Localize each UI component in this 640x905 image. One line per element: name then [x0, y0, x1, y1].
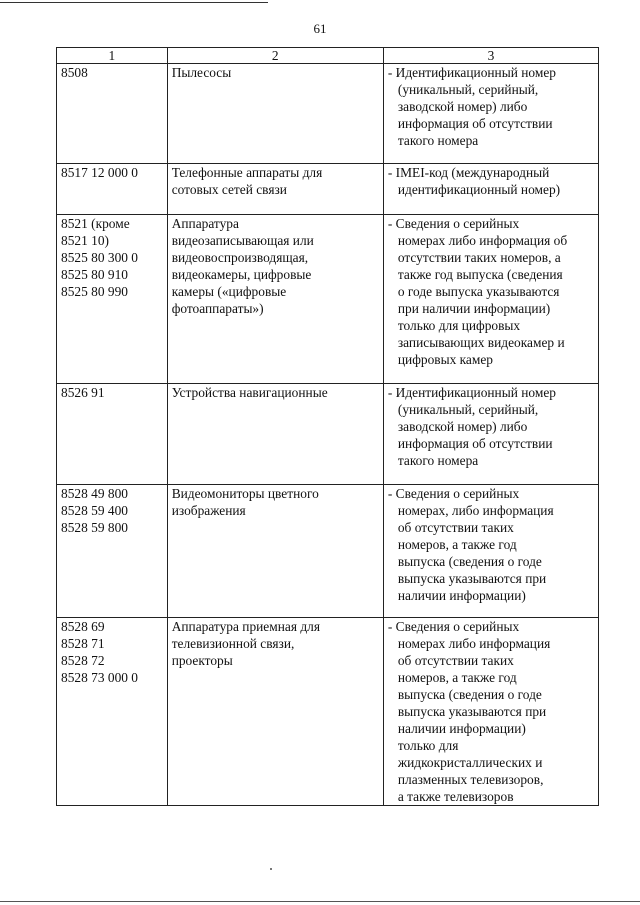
info-line: - Сведения о серийных — [387, 216, 520, 231]
info-line: об отсутствии таких — [397, 520, 514, 535]
name-line: Устройства навигационные — [171, 385, 328, 400]
table-row — [57, 485, 599, 618]
name-cell — [167, 164, 383, 215]
info-line: заводской номер) либо — [397, 99, 528, 114]
header-row — [57, 48, 599, 64]
info-line: записывающих видеокамер и — [397, 335, 565, 350]
code-line: 8528 49 800 — [61, 486, 128, 501]
code-cell — [57, 485, 168, 618]
info-line: такого номера — [397, 453, 479, 468]
info-line: номеров, а также год — [397, 537, 517, 552]
info-cell — [383, 64, 598, 164]
code-cell — [57, 618, 168, 806]
name-cell — [167, 485, 383, 618]
info-line: цифровых камер — [397, 352, 493, 367]
info-line: выпуска (сведения о годе — [397, 687, 542, 702]
info-line: наличии информации) — [397, 721, 526, 736]
goods-table — [56, 47, 599, 806]
code-line: 8528 59 400 — [61, 503, 128, 518]
top-rule — [0, 2, 268, 3]
info-line: такого номера — [397, 133, 479, 148]
info-line: выпуска указываются при — [397, 704, 547, 719]
name-line: видеозаписывающая или — [171, 233, 314, 248]
info-cell — [383, 618, 598, 806]
name-line: сотовых сетей связи — [171, 182, 287, 197]
name-cell — [167, 618, 383, 806]
info-line: наличии информации) — [397, 588, 526, 603]
scan-speck — [270, 868, 272, 870]
info-line: (уникальный, серийный, — [397, 402, 539, 417]
name-cell — [167, 215, 383, 384]
column-header-1: 1 — [57, 48, 168, 64]
name-line: Пылесосы — [171, 65, 232, 80]
info-line: идентификационный номер) — [397, 182, 561, 197]
code-line: 8528 69 — [61, 619, 105, 634]
name-line: Аппаратура приемная для — [171, 619, 320, 634]
name-line: видеовоспроизводящая, — [171, 250, 309, 265]
code-cell — [57, 64, 168, 164]
name-line: Телефонные аппараты для — [171, 165, 323, 180]
code-line: 8526 91 — [61, 385, 105, 400]
name-line: изображения — [171, 503, 246, 518]
code-line: 8521 10) — [61, 233, 109, 248]
info-line: - IMEI-код (международный — [387, 165, 550, 180]
name-cell — [167, 384, 383, 485]
bottom-rule — [0, 901, 640, 902]
name-cell — [167, 64, 383, 164]
table-row — [57, 618, 599, 806]
table-row — [57, 215, 599, 384]
info-line: о годе выпуска указываются — [397, 284, 560, 299]
info-line: только для — [397, 738, 459, 753]
code-line: 8508 — [61, 65, 88, 80]
info-line: номерах либо информация об — [397, 233, 568, 248]
info-line: информация об отсутствии — [397, 116, 553, 131]
info-cell — [383, 164, 598, 215]
table-row — [57, 384, 599, 485]
info-line: (уникальный, серийный, — [397, 82, 539, 97]
info-line: - Сведения о серийных — [387, 486, 520, 501]
name-line: Видеомониторы цветного — [171, 486, 319, 501]
code-line: 8525 80 910 — [61, 267, 128, 282]
name-line: камеры («цифровые — [171, 284, 287, 299]
info-line: плазменных телевизоров, — [397, 772, 544, 787]
code-line: 8521 (кроме — [61, 216, 130, 231]
info-line: номерах, либо информация — [397, 503, 554, 518]
info-line: номеров, а также год — [397, 670, 517, 685]
info-cell — [383, 485, 598, 618]
info-line: при наличии информации) — [397, 301, 551, 316]
table-row — [57, 64, 599, 164]
code-cell — [57, 215, 168, 384]
page-number: 61 — [313, 21, 327, 36]
name-line: фотоаппараты») — [171, 301, 264, 316]
info-line: выпуска (сведения о годе — [397, 554, 542, 569]
info-line: отсутствии таких номеров, а — [397, 250, 561, 265]
name-line: Аппаратура — [171, 216, 239, 231]
info-line: - Идентификационный номер — [387, 65, 556, 80]
info-line: выпуска указываются при — [397, 571, 547, 586]
code-line: 8517 12 000 0 — [61, 165, 138, 180]
column-header-2: 2 — [167, 48, 383, 64]
info-line: жидкокристаллических и — [397, 755, 543, 770]
info-line: также год выпуска (сведения — [397, 267, 563, 282]
column-header-3: 3 — [383, 48, 598, 64]
info-line: об отсутствии таких — [397, 653, 514, 668]
code-line: 8528 71 — [61, 636, 105, 651]
info-cell — [383, 215, 598, 384]
info-line: заводской номер) либо — [397, 419, 528, 434]
name-line: проекторы — [171, 653, 233, 668]
code-line: 8528 73 000 0 — [61, 670, 138, 685]
info-line: - Идентификационный номер — [387, 385, 556, 400]
info-cell — [383, 384, 598, 485]
code-cell — [57, 384, 168, 485]
info-line: информация об отсутствии — [397, 436, 553, 451]
name-line: видеокамеры, цифровые — [171, 267, 312, 282]
info-line: только для цифровых — [397, 318, 521, 333]
code-line: 8528 59 800 — [61, 520, 128, 535]
code-cell — [57, 164, 168, 215]
name-line: телевизионной связи, — [171, 636, 295, 651]
info-line: а также телевизоров — [397, 789, 514, 804]
code-line: 8528 72 — [61, 653, 105, 668]
table-row — [57, 164, 599, 215]
info-line: - Сведения о серийных — [387, 619, 520, 634]
code-line: 8525 80 300 0 — [61, 250, 138, 265]
info-line: номерах либо информация — [397, 636, 551, 651]
code-line: 8525 80 990 — [61, 284, 128, 299]
